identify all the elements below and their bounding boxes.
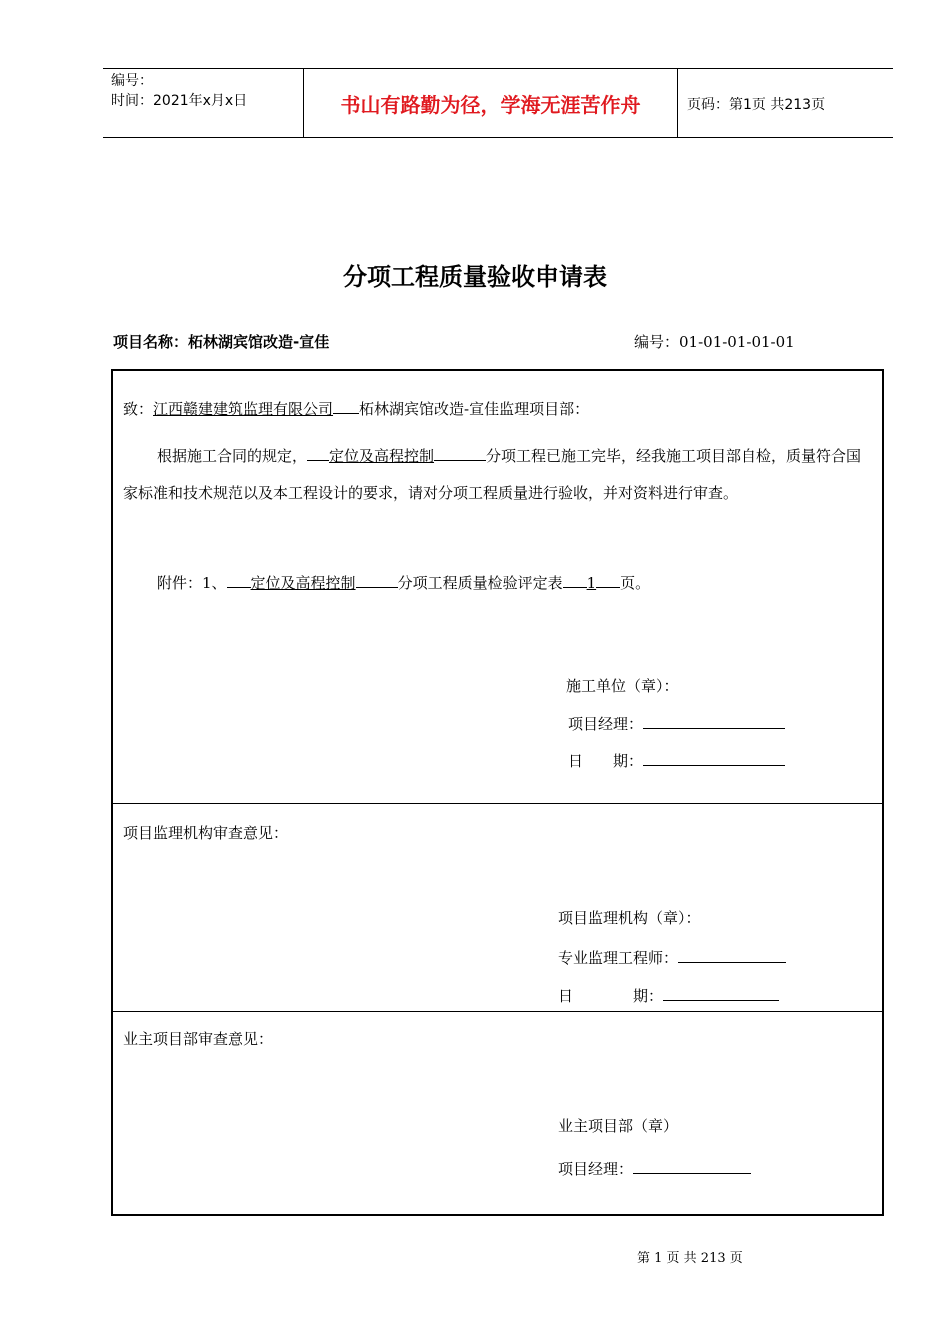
date-signature-line [568,750,785,771]
engineer-label: 专业监理工程师： [558,949,679,967]
attachment-line [157,572,650,593]
blank-line [356,573,398,588]
body-subproject: 定位及高程控制 [329,447,435,465]
addressee-prefix: 致： [123,400,154,418]
date-blank [643,751,785,766]
body-rest: 分项工程已施工完毕，经我施工项目部自检，质量符合国家标准和技术规范以及本工程设计的要求，请对分项工程质量进行验收，并对资料进行审查。 [123,447,862,502]
signature-blank [633,1159,751,1174]
page-title: 分项工程质量验收申请表 [343,263,607,291]
body-paragraph [123,438,875,512]
attachment-suffix: 页。 [620,574,651,592]
form-box [111,369,884,1216]
attachment-prefix: 附件：1、 [157,574,227,592]
body-prefix: 根据施工合同的规定， [157,447,308,465]
blank-line [333,399,359,414]
addressee-line [123,398,589,419]
header-meta [111,71,247,111]
page-footer: 第 1 页 共 213 页 [637,1251,743,1266]
engineer-signature-line [558,947,786,968]
attachment-item: 定位及高程控制 [250,574,356,592]
section-divider [113,803,882,804]
owner-manager-label: 项目经理： [558,1160,634,1178]
blank-line [307,446,329,461]
attachment-mid: 分项工程质量检验评定表 [397,574,563,592]
owner-heading: 业主项目部审查意见： [123,1030,274,1048]
manager-label: 项目经理： [568,715,644,733]
attachment-count: 1 [586,574,597,592]
document-header [103,68,893,138]
owner-manager-line [558,1158,751,1179]
construction-unit-label: 施工单位（章）： [566,677,679,695]
date-blank [663,986,779,1001]
header-page-code: 页码：第1页 共213页 [687,97,826,113]
supervision-org-label: 项目监理机构（章）： [558,909,701,927]
header-motto: 书山有路勤为径，学海无涯苦作舟 [340,93,641,117]
signature-blank [643,714,785,729]
supervision-date-line [558,985,779,1006]
manager-signature-line [568,713,785,734]
project-name: 项目名称：柘林湖宾馆改造-宣佳 [113,333,330,351]
header-code-label: 编号： [111,73,153,89]
supervision-date-label: 日 期： [558,987,664,1005]
date-label: 日 期： [568,752,644,770]
header-divider [677,69,678,137]
blank-line [596,573,620,588]
header-time-label: 时间：2021年x月x日 [111,93,248,109]
blank-line [434,446,486,461]
blank-line [227,573,251,588]
document-number: 编号：01-01-01-01-01 [634,333,795,351]
signature-blank [678,948,786,963]
addressee-suffix: 柘林湖宾馆改造-宣佳监理项目部： [359,400,590,418]
owner-dept-label: 业主项目部（章） [558,1117,679,1135]
addressee-company: 江西赣建建筑监理有限公司 [153,400,334,418]
supervision-heading: 项目监理机构审查意见： [123,824,289,842]
blank-line [563,573,587,588]
section-divider [113,1011,882,1012]
